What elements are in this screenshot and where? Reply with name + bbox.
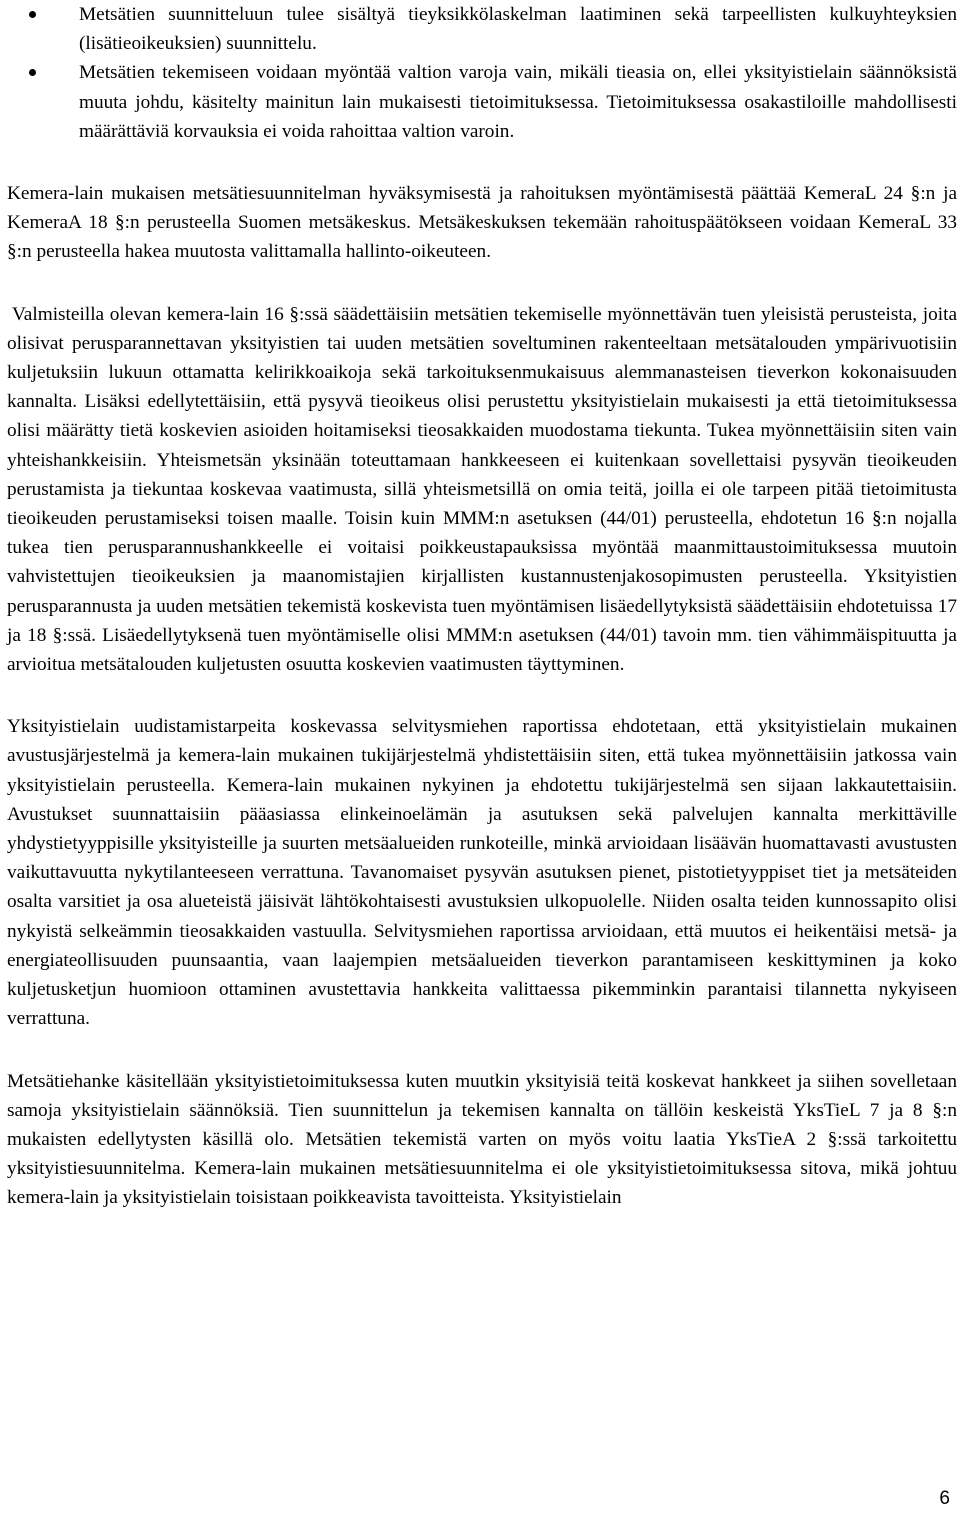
bullet-item	[7, 58, 957, 146]
document-page	[7, 0, 957, 1213]
paragraph-reform-report: Yksityistielain uudistamistarpeita koskevassa selvitysmiehen raportissa ehdotetaan, että yksityistielain mukainen avustusjärjestelmä ja kemera-lain mukainen tukijärjestelmä yhdistettäisiin siten, että tukea myönnettäisiin jatkossa vain yksityistielain perusteella. Kemera-lain mukainen nykyinen ja ehdotettu tukijärjestelmä sen sijaan lakkautettaisiin. Avustukset suunnattaisiin pääasiassa elinkeinoelämän ja asutuksen sekä palvelujen kannalta merkittäville yhdystietyyppisille yksityisteille ja suurten metsäalueiden runkoteille, minkä arvioidaan lisäävän huomattavasti avustusten vaikuttavuutta nykytilanteeseen verrattuna. Tavanomaiset pysyvän asutuksen pienet, pistotietyyppiset tiet ja metsäteiden osalta varsitiet ja osa alueteistä jäisivät lähtökohtaisesti avustuksien ulkopuolelle. Niiden osalta teiden kunnossapito olisi nykyistä selkeämmin tieosakkaiden vastuulla. Selvitysmiehen raportissa arvioidaan, että muutos ei heikentäisi metsä- ja energiateollisuuden puunsaantia, vaan laajempien metsäalueiden tieverkon parantamiseen keskittyminen ja koko kuljetusketjun huomioon ottaminen avustettavia hankkeita valittaessa pikemminkin parantaisi tilannetta nykyiseen verrattuna.	[7, 716, 957, 1030]
bullet-list	[7, 0, 957, 146]
page-number: 6	[939, 1488, 950, 1509]
bullet-icon	[29, 11, 36, 18]
bullet-text: Metsätien suunnitteluun tulee sisältyä tieyksikkölaskelman laatiminen sekä tarpeellisten kulkuyhteyksien (lisätieoikeuksien) suunnittelu.	[79, 4, 957, 55]
paragraph-support-criteria: Valmisteilla olevan kemera-lain 16 §:ssä säädettäisiin metsätien tekemiselle myönnettävän tuen yleisistä perusteista, joita olisivat perusparannettavan yksityistien tai uuden metsätien soveltuminen rakenteeltaan metsätalouden ympärivuotisiin kuljetuksiin lukuun ottamatta kelirikkoaikoja sekä tarkoituksenmukaisuus alemmanasteisen tieverkon kokonaisuuden kannalta. Lisäksi edellytettäisiin, että pysyvä tieoikeus olisi perustettu yksityistielain mukaisesti ja että tietoimituksessa olisi määrätty tietä koskevien asioiden hoitamiseksi tieosakkaiden muodostama tiekunta. Tukea myönnettäisiin siten vain yhteishankkeisiin. Yhteismetsän yksinään toteuttamaan hankkeeseen ei kuitenkaan sovellettaisi pysyvän tieoikeuden perustamista ja tiekuntaa koskevaa vaatimusta, sillä yhteismetsillä on omia teitä, joilla ei ole tarpeen pitää tietoimitusta tieoikeuden perustamiseksi toisen maalle. Toisin kuin MMM:n asetuksen (44/01) perusteella, ehdotetun 16 §:n nojalla tukea tien perusparannushankkeelle ei voitaisi poikkeustapauksissa myöntää maanmittaustoimituksessa muutoin vahvistettujen tieoikeuksien ja maanomistajien kirjallisten kustannustenjakosopimusten perusteella. Yksityistien perusparannusta ja uuden metsätien tekemistä koskevista tuen myöntämisen lisäedellytyksistä säädettäisiin ehdotetuissa 17 ja 18 §:ssä. Lisäedellytyksenä tuen myöntämiselle olisi MMM:n asetuksen (44/01) tavoin mm. tien vähimmäispituutta ja arvioitua metsätalouden kuljetusten osuutta koskevien vaatimusten täyttyminen.	[7, 303, 957, 676]
bullet-item	[7, 0, 957, 58]
bullet-icon	[29, 69, 36, 76]
bullet-text: Metsätien tekemiseen voidaan myöntää valtion varoja vain, mikäli tieasia on, ellei yksityistielain säännöksistä muuta johdu, käsitelty mainitun lain mukaisesti tietoimituksessa. Tietoimituksessa osakastiloille mahdollisesti määrättäviä korvauksia ei voida rahoittaa valtion varoin.	[79, 62, 957, 142]
paragraph-road-procedure: Metsätiehanke käsitellään yksityistietoimituksessa kuten muutkin yksityisiä teitä koskevat hankkeet ja siihen sovelletaan samoja yksityistielain säännöksiä. Tien suunnittelun ja tekemisen kannalta on tällöin keskeistä YksTieL 7 ja 8 §:n mukaisten edellytysten käsillä olo. Metsätien tekemistä varten on myös voitu laatia YksTieA 2 §:ssä tarkoitettu yksityistiesuunnitelma. Kemera-lain mukainen metsätiesuunnitelma ei ole yksityistietoimituksessa sitova, mikä johtuu kemera-lain ja yksityistielain toisistaan poikkeavista tavoitteista. Yksityistielain	[7, 1070, 957, 1209]
paragraph-kemera-decision: Kemera-lain mukaisen metsätiesuunnitelman hyväksymisestä ja rahoituksen myöntämisestä päättää KemeraL 24 §:n ja KemeraA 18 §:n perusteella Suomen metsäkeskus. Metsäkeskuksen tekemään rahoituspäätökseen voidaan KemeraL 33 §:n perusteella hakea muutosta valittamalla hallinto-oikeuteen.	[7, 183, 957, 263]
